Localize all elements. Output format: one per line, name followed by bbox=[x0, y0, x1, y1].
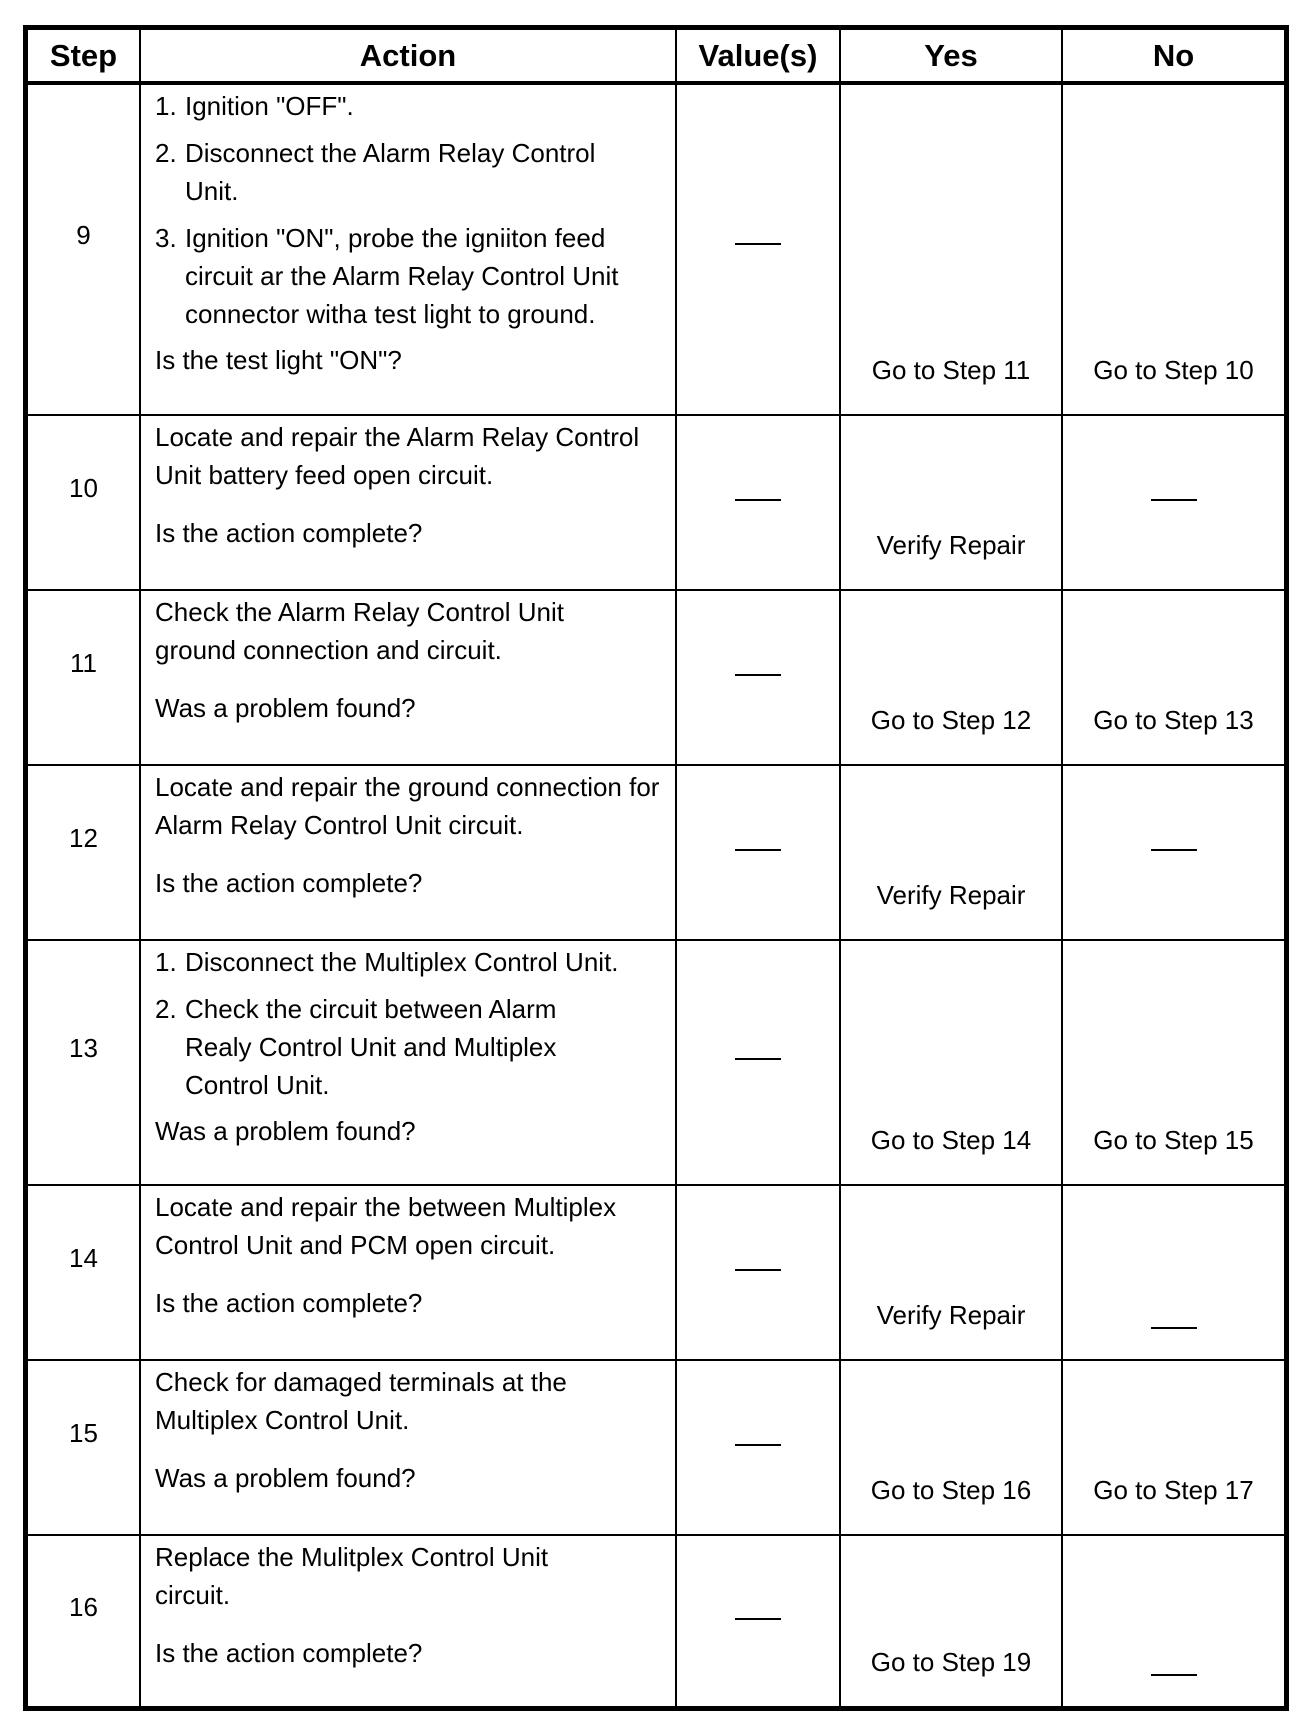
header-step: Step bbox=[27, 29, 140, 83]
yes-cell bbox=[840, 1185, 1062, 1360]
action-cell bbox=[140, 940, 676, 1185]
item-number: 1. bbox=[155, 91, 177, 121]
yes-cell bbox=[840, 1360, 1062, 1535]
value-dash bbox=[735, 499, 781, 501]
yes-cell bbox=[840, 415, 1062, 590]
step-number: 13 bbox=[27, 940, 140, 1185]
step-number: 10 bbox=[27, 415, 140, 590]
header-action: Action bbox=[140, 29, 676, 83]
action-question: Is the action complete? bbox=[155, 868, 423, 898]
yes-cell bbox=[840, 765, 1062, 940]
no-cell bbox=[1062, 590, 1285, 765]
step-number: 12 bbox=[27, 765, 140, 940]
action-cell bbox=[140, 1360, 676, 1535]
item-text: Check the circuit between Alarm Realy Control Unit and Multiplex Control Unit. bbox=[185, 994, 557, 1100]
step-number: 16 bbox=[27, 1535, 140, 1707]
yes-cell bbox=[840, 1535, 1062, 1707]
action-text: Replace the Mulitplex Control Unit circuit. bbox=[155, 1542, 549, 1610]
value-cell bbox=[676, 765, 840, 940]
table-row bbox=[27, 1535, 1285, 1707]
step-number: 14 bbox=[27, 1185, 140, 1360]
action-cell bbox=[140, 590, 676, 765]
value-dash bbox=[735, 1618, 781, 1620]
action-text: Locate and repair the Alarm Relay Control Unit battery feed open circuit. bbox=[155, 422, 640, 490]
item-text: Ignition "ON", probe the igniiton feed circuit ar the Alarm Relay Control Unit connector witha test light to ground. bbox=[185, 223, 619, 329]
table-row bbox=[27, 590, 1285, 765]
action-text: Locate and repair the ground connection for Alarm Relay Control Unit circuit. bbox=[155, 772, 660, 840]
header-values: Value(s) bbox=[676, 29, 840, 83]
value-cell bbox=[676, 415, 840, 590]
table-row bbox=[27, 940, 1285, 1185]
header-yes: Yes bbox=[840, 29, 1062, 83]
item-text: Disconnect the Multiplex Control Unit. bbox=[185, 947, 619, 977]
yes-result: Go to Step 11 bbox=[871, 355, 1031, 385]
table-row bbox=[27, 83, 1285, 415]
no-dash bbox=[1151, 499, 1197, 501]
yes-cell bbox=[840, 590, 1062, 765]
action-text: Locate and repair the between Multiplex Control Unit and PCM open circuit. bbox=[155, 1192, 617, 1260]
no-cell bbox=[1062, 1535, 1285, 1707]
action-question: Was a problem found? bbox=[155, 693, 416, 723]
action-cell bbox=[140, 83, 676, 415]
value-dash bbox=[735, 1444, 781, 1446]
action-item bbox=[155, 943, 669, 981]
no-cell bbox=[1062, 1360, 1285, 1535]
action-text: Check for damaged terminals at the Multiplex Control Unit. bbox=[155, 1367, 567, 1435]
no-result: Go to Step 17 bbox=[1093, 1475, 1254, 1505]
yes-result: Verify Repair bbox=[876, 1300, 1026, 1330]
yes-result: Verify Repair bbox=[876, 530, 1026, 560]
action-item bbox=[155, 87, 669, 125]
value-dash bbox=[735, 1269, 781, 1271]
item-number: 3. bbox=[155, 223, 177, 253]
value-cell bbox=[676, 83, 840, 415]
no-dash bbox=[1151, 1674, 1197, 1676]
diagnostic-table bbox=[26, 28, 1286, 1708]
no-dash bbox=[1151, 849, 1197, 851]
item-number: 2. bbox=[155, 138, 177, 168]
action-question: Is the test light "ON"? bbox=[155, 345, 402, 375]
table-row bbox=[27, 1360, 1285, 1535]
table-row bbox=[27, 1185, 1285, 1360]
action-question: Was a problem found? bbox=[155, 1463, 416, 1493]
yes-result: Verify Repair bbox=[876, 880, 1026, 910]
step-number: 11 bbox=[27, 590, 140, 765]
value-dash bbox=[735, 674, 781, 676]
value-dash bbox=[735, 243, 781, 245]
table-row bbox=[27, 415, 1285, 590]
no-dash bbox=[1151, 1327, 1197, 1329]
action-question: Is the action complete? bbox=[155, 518, 423, 548]
action-text: Check the Alarm Relay Control Unit ground connection and circuit. bbox=[155, 597, 564, 665]
action-item bbox=[155, 990, 605, 1104]
value-cell bbox=[676, 940, 840, 1185]
yes-cell bbox=[840, 940, 1062, 1185]
no-cell bbox=[1062, 83, 1285, 415]
yes-cell bbox=[840, 83, 1062, 415]
value-cell bbox=[676, 1535, 840, 1707]
yes-result: Go to Step 14 bbox=[870, 1125, 1032, 1155]
no-result: Go to Step 15 bbox=[1093, 1125, 1254, 1155]
item-number: 2. bbox=[155, 994, 177, 1024]
action-cell bbox=[140, 1185, 676, 1360]
table-row bbox=[27, 765, 1285, 940]
action-question: Is the action complete? bbox=[155, 1638, 423, 1668]
header-no: No bbox=[1062, 29, 1285, 83]
action-item bbox=[155, 134, 615, 210]
action-question: Is the action complete? bbox=[155, 1288, 423, 1318]
yes-result: Go to Step 16 bbox=[870, 1475, 1032, 1505]
action-item bbox=[155, 219, 669, 333]
header-row bbox=[27, 29, 1285, 83]
value-cell bbox=[676, 1185, 840, 1360]
action-cell bbox=[140, 415, 676, 590]
no-cell bbox=[1062, 940, 1285, 1185]
value-cell bbox=[676, 1360, 840, 1535]
item-text: Disconnect the Alarm Relay Control Unit. bbox=[185, 138, 596, 206]
value-cell bbox=[676, 590, 840, 765]
no-result: Go to Step 13 bbox=[1093, 705, 1254, 735]
item-number: 1. bbox=[155, 947, 177, 977]
step-number: 9 bbox=[27, 83, 140, 415]
no-result: Go to Step 10 bbox=[1093, 355, 1254, 385]
item-text: Ignition "OFF". bbox=[185, 91, 354, 121]
action-cell bbox=[140, 1535, 676, 1707]
step-number: 15 bbox=[27, 1360, 140, 1535]
no-cell bbox=[1062, 765, 1285, 940]
value-dash bbox=[735, 849, 781, 851]
action-cell bbox=[140, 765, 676, 940]
yes-result: Go to Step 19 bbox=[870, 1647, 1032, 1677]
yes-result: Go to Step 12 bbox=[870, 705, 1032, 735]
no-cell bbox=[1062, 1185, 1285, 1360]
no-cell bbox=[1062, 415, 1285, 590]
action-question: Was a problem found? bbox=[155, 1116, 416, 1146]
value-dash bbox=[735, 1058, 781, 1060]
